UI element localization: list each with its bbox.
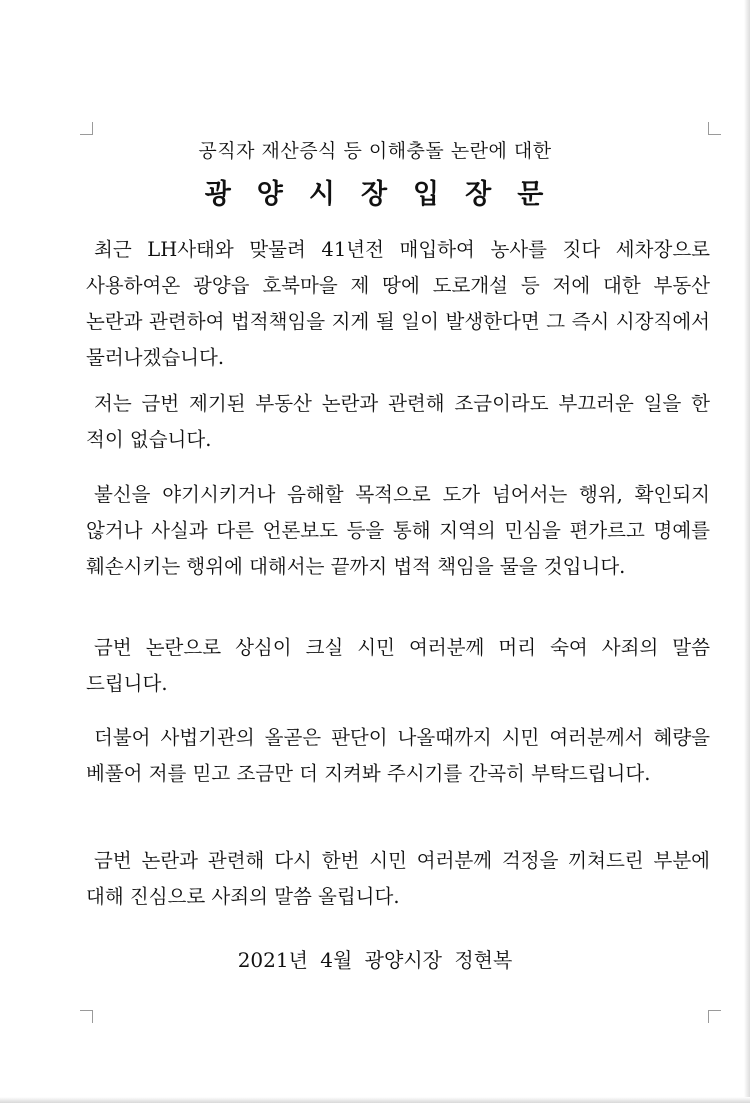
crop-mark-bottom-right [708,1010,721,1023]
page-edge-shadow [744,0,750,1103]
paragraph-4: 금번 논란으로 상심이 크실 시민 여러분께 머리 숙여 사죄의 말씀 드립니다. [86,636,710,695]
paragraph-6: 금번 논란과 관련해 다시 한번 시민 여러분께 걱정을 끼쳐드린 부분에 대해 진심으로 사죄의 말씀 올립니다. [86,849,710,908]
page-bottom-shadow [0,1097,750,1103]
signature-line: 2021년 4월 광양시장 정현복 [237,948,513,972]
paragraph-1: 최근 LH사태와 맞물려 41년전 매입하여 농사를 짓다 세차장으로 사용하여온 광양읍 호북마을 제 땅에 도로개설 등 저에 대한 부동산 논란과 관련하여 법적책임을 지게 될 일이 발생한다면 그 즉시 시장직에서 물러나겠습니다. [86,238,710,369]
crop-mark-top-left [80,122,93,135]
paragraph-5: 더불어 사법기관의 올곧은 판단이 나올때까지 시민 여러분께서 혜량을 베풀어 저를 믿고 조금만 더 지켜봐 주시기를 간곡히 부탁드립니다. [86,726,710,785]
paragraph-3: 불신을 야기시키거나 음해할 목적으로 도가 넘어서는 행위, 확인되지 않거나 사실과 다른 언론보도 등을 통해 지역의 민심을 편가르고 명예를 훼손시키는 행위에 대해서는 끝까지 법적 책임을 물을 것입니다. [86,483,710,578]
document-subtitle: 공직자 재산증식 등 이해충돌 논란에 대한 [198,140,552,162]
document-title: 광양시장입장문 [204,179,570,210]
paragraph-2: 저는 금번 제기된 부동산 논란과 관련해 조금이라도 부끄러운 일을 한 적이 없습니다. [86,392,710,451]
crop-mark-top-right [708,122,721,135]
crop-mark-bottom-left [80,1010,93,1023]
